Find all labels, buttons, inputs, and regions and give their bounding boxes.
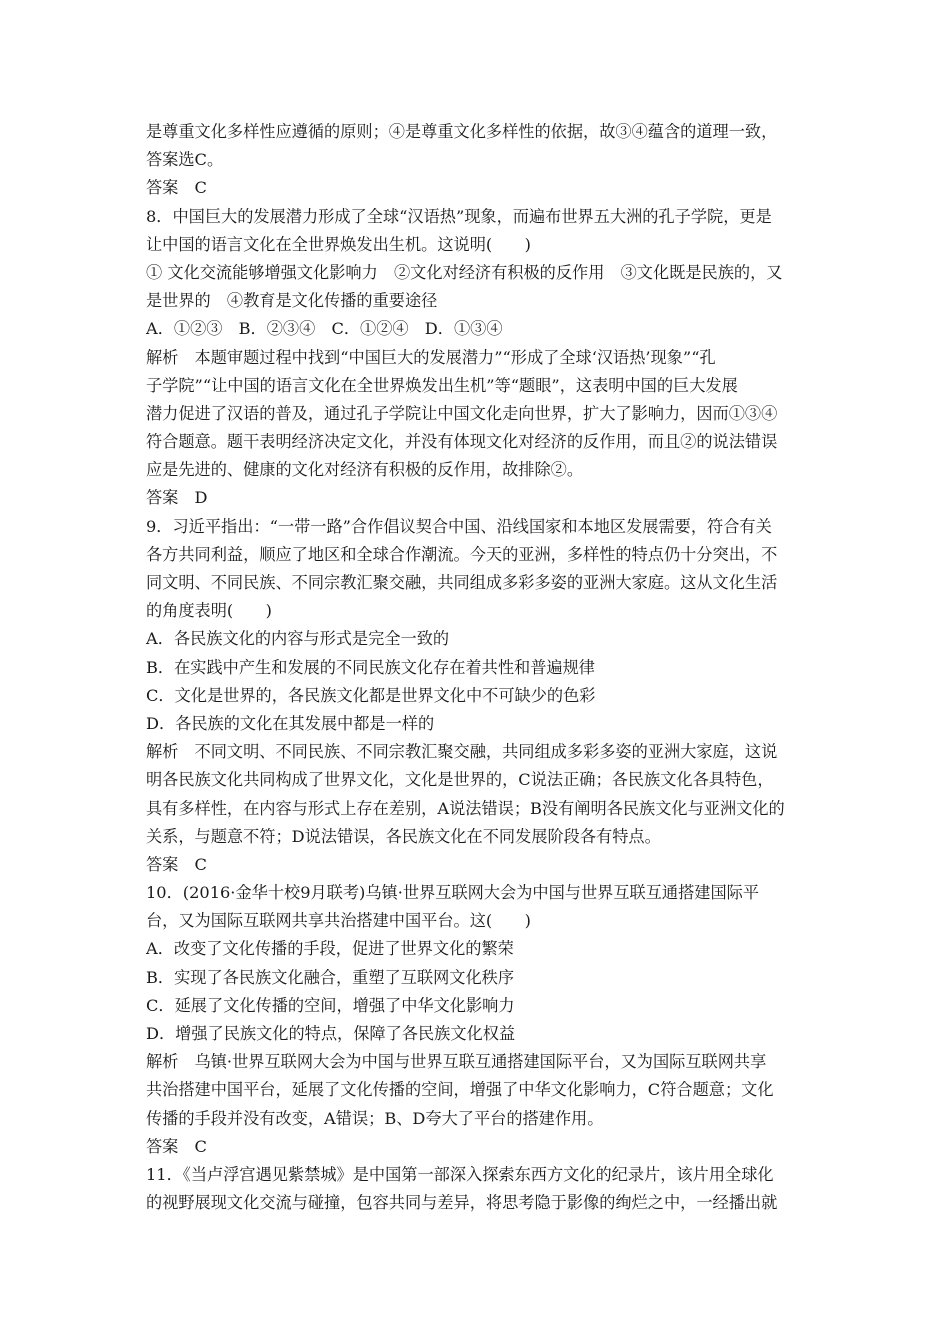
text-line: 子学院”“让中国的语言文化在全世界焕发出生机”等“题眼”，这表明中国的巨大发展 [146, 375, 738, 395]
answer-line: 答案 D [146, 488, 208, 508]
text-line: 共治搭建中国平台，延展了文化传播的空间，增强了中华文化影响力，C符合题意；文化 [146, 1080, 774, 1100]
text-line: 各方共同利益，顺应了地区和全球合作潮流。今天的亚洲，多样性的特点仍十分突出，不 [146, 544, 778, 564]
answer-line: 答案 C [146, 1136, 207, 1156]
text-line: 是世界的 ④教育是文化传播的重要途径 [146, 291, 438, 311]
question-8: 8．中国巨大的发展潜力形成了全球“汉语热”现象，而遍布世界五大洲的孔子学院，更是 [146, 206, 772, 226]
option-d: D．增强了民族文化的特点，保障了各民族文化权益 [146, 1024, 516, 1043]
option-a: A．各民族文化的内容与形式是完全一致的 [146, 629, 450, 649]
text-line: 关系，与题意不符；D说法错误，各民族文化在不同发展阶段各有特点。 [146, 826, 661, 846]
analysis-line: 解析 乌镇·世界互联网大会为中国与世界互联互通搭建国际平台，又为国际互联网共享 [146, 1052, 767, 1072]
analysis-line: 解析 不同文明、不同民族、不同宗教汇聚交融，共同组成多彩多姿的亚洲大家庭，这说 [146, 742, 778, 762]
text-line: 台，又为国际互联网共享共治搭建中国平台。这( ) [146, 911, 531, 931]
answer-line: 答案 C [146, 178, 207, 198]
option-d: D．各民族的文化在其发展中都是一样的 [146, 713, 435, 733]
option-c: C．文化是世界的，各民族文化都是世界文化中不可缺少的色彩 [146, 685, 596, 705]
text-line: 答案选C。 [146, 150, 224, 170]
text-line: 明各民族文化共同构成了世界文化，文化是世界的，C说法正确；各民族文化各具特色， [146, 770, 774, 790]
text-line: 应是先进的、健康的文化对经济有积极的反作用，故排除②。 [146, 460, 584, 480]
text-line: 传播的手段并没有改变，A错误；B、D夸大了平台的搭建作用。 [146, 1108, 604, 1128]
text-line: 让中国的语言文化在全世界焕发出生机。这说明( ) [146, 234, 531, 254]
document-page [146, 118, 814, 1217]
text-line: 的角度表明( ) [146, 601, 272, 621]
text-line: 的视野展现文化交流与碰撞，包容共同与差异，将思考隐于影像的绚烂之中，一经播出就 [146, 1193, 778, 1213]
option-c: C．延展了文化传播的空间，增强了中华文化影响力 [146, 995, 515, 1015]
question-9: 9．习近平指出：“一带一路”合作倡议契合中国、沿线国家和本地区发展需要，符合有关 [146, 516, 772, 536]
question-11: 11．《当卢浮宫遇见紫禁城》是中国第一部深入探索东西方文化的纪录片，该片用全球化 [146, 1164, 774, 1184]
text-line: 潜力促进了汉语的普及，通过孔子学院让中国文化走向世界，扩大了影响力，因而①③④ [146, 403, 778, 423]
question-10: 10．(2016·金华十校9月联考)乌镇·世界互联网大会为中国与世界互联互通搭建国际平 [146, 883, 760, 903]
text-line: ① 文化交流能够增强文化影响力 ②文化对经济有积极的反作用 ③文化既是民族的，又 [146, 262, 783, 282]
option-b: B．在实践中产生和发展的不同民族文化存在着共性和普遍规律 [146, 657, 595, 677]
text-line: 具有多样性，在内容与形式上存在差别，A说法错误；B没有阐明各民族文化与亚洲文化的 [146, 798, 785, 818]
text-line: 符合题意。题干表明经济决定文化，并没有体现文化对经济的反作用，而且②的说法错误 [146, 432, 778, 452]
option-a: A．改变了文化传播的手段，促进了世界文化的繁荣 [146, 939, 514, 959]
option-b: B．实现了各民族文化融合，重塑了互联网文化秩序 [146, 967, 515, 987]
analysis-line: 解析 本题审题过程中找到“中国巨大的发展潜力”“形成了全球‘汉语热’现象”“孔 [146, 347, 716, 367]
answer-line: 答案 C [146, 854, 207, 874]
text-line: 同文明、不同民族、不同宗教汇聚交融，共同组成多彩多姿的亚洲大家庭。这从文化生活 [146, 573, 778, 592]
options-line: A．①②③ B．②③④ C．①②④ D．①③④ [146, 319, 503, 339]
text-line: 是尊重文化多样性应遵循的原则；④是尊重文化多样性的依据，故③④蕴含的道理一致， [146, 122, 778, 141]
